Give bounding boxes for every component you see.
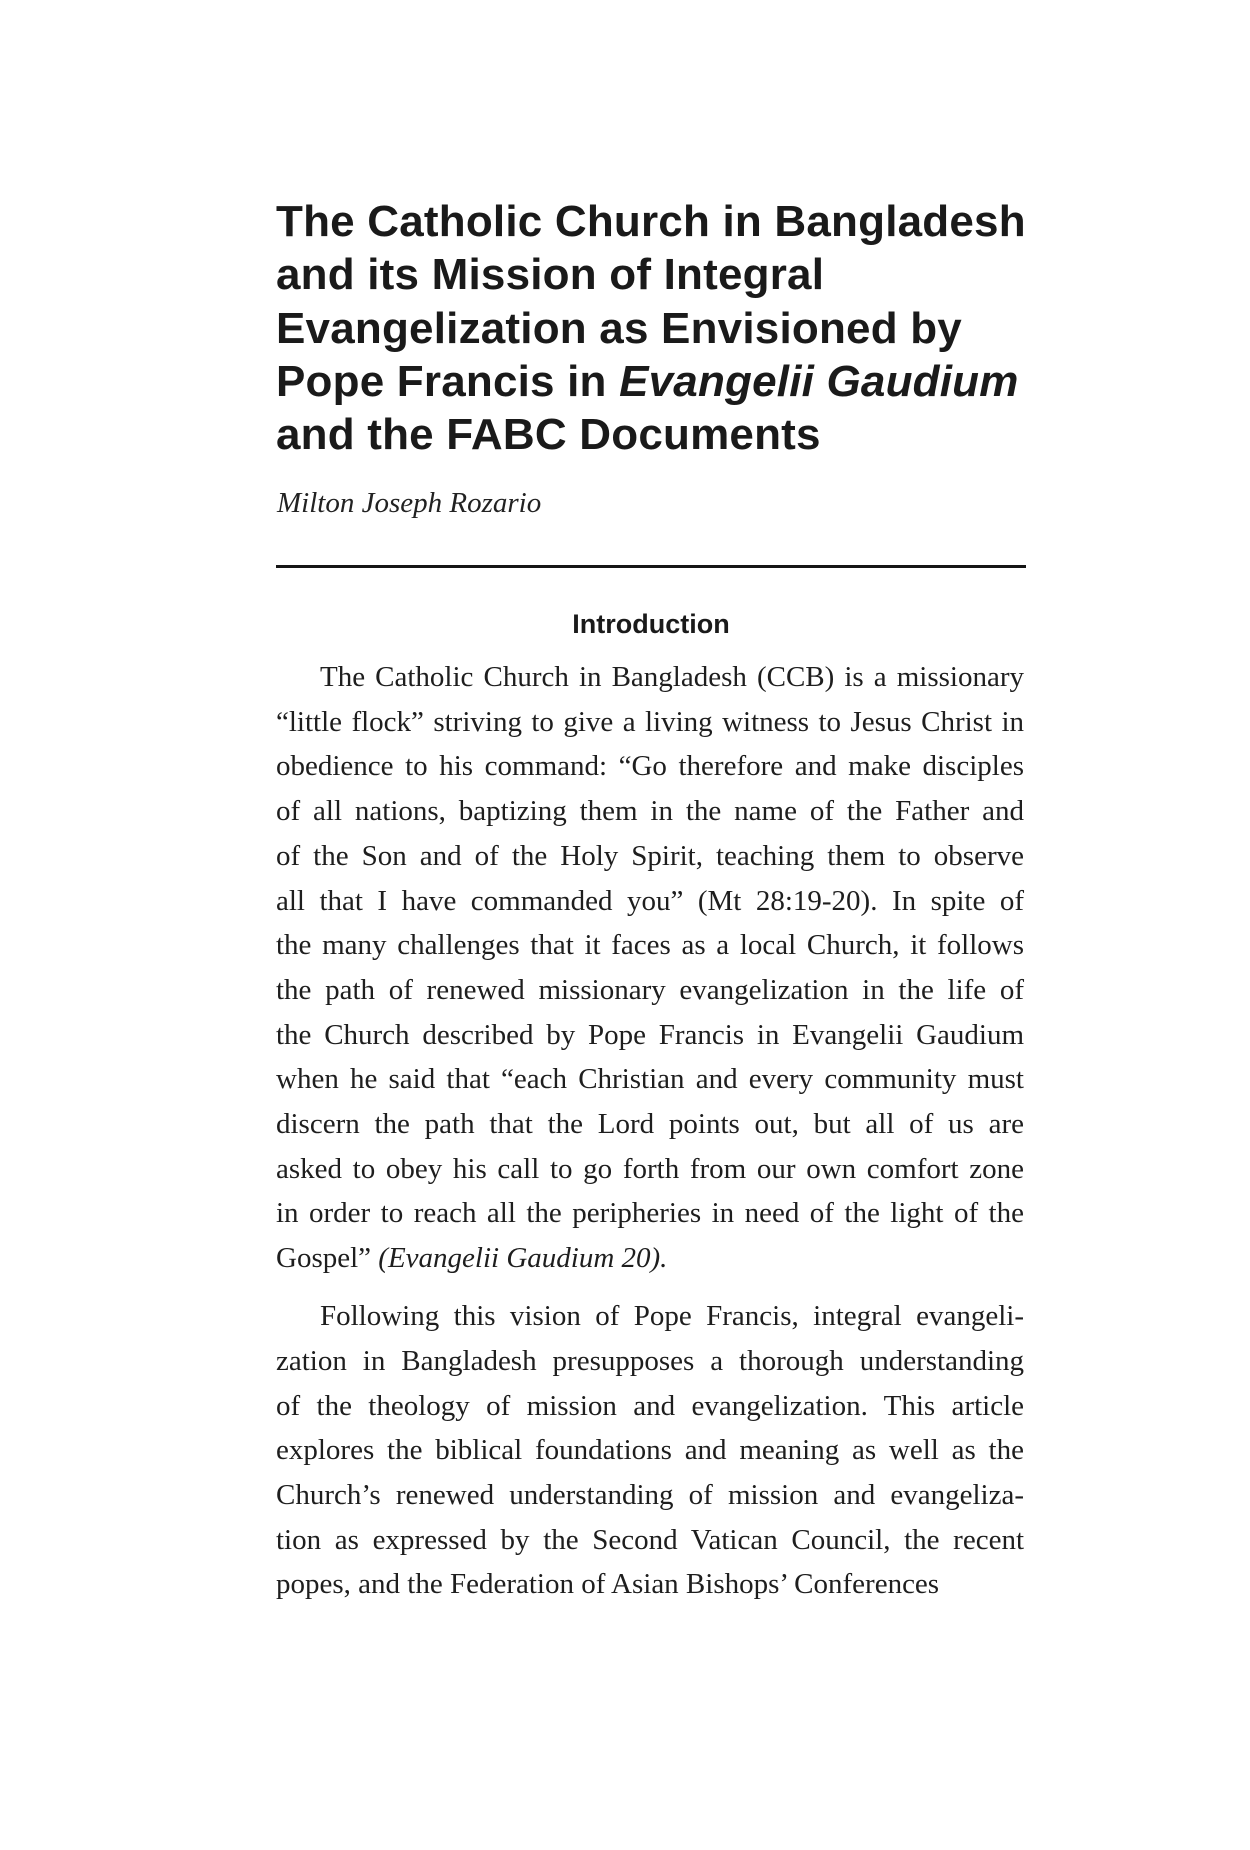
title-text: Evangelization as Envisioned by bbox=[276, 303, 962, 353]
body-text-line bbox=[276, 931, 1024, 971]
body-text: discern the path that the Lord points out, but all of us are bbox=[276, 1108, 1024, 1140]
author-name: Milton Joseph Rozario bbox=[277, 487, 542, 519]
body-text-line bbox=[276, 705, 1024, 748]
body-text-line bbox=[276, 973, 1024, 1016]
body-text-line bbox=[276, 884, 1024, 927]
body-text-line bbox=[276, 1244, 1024, 1284]
section-heading: Introduction bbox=[572, 609, 730, 639]
citation-text: (Evangelii Gaudium 20). bbox=[378, 1242, 668, 1275]
body-text: when he said that “each Christian and every community must bbox=[276, 1063, 1024, 1096]
body-text: the many challenges that it faces as a local Church, it follows bbox=[276, 929, 1024, 962]
body-text: The Catholic Church in Bangladesh (CCB) is a missionary bbox=[320, 661, 1024, 693]
body-text: popes, and the Federation of Asian Bishops’ Conferences bbox=[276, 1568, 940, 1601]
body-text: the path of renewed missionary evangelization in the life of bbox=[276, 973, 1024, 1006]
body-text: zation in Bangladesh presupposes a thorough understanding bbox=[276, 1344, 1024, 1377]
body-text-line bbox=[276, 1018, 1024, 1061]
title-line bbox=[276, 303, 1036, 353]
body-text-line bbox=[276, 797, 1024, 837]
title-divider-rule bbox=[276, 565, 1026, 568]
body-text-line bbox=[276, 1570, 1024, 1610]
body-text-line bbox=[276, 1344, 1024, 1387]
body-text-line bbox=[276, 1199, 1024, 1239]
body-text: obedience to his command: “Go therefore and make disciples bbox=[276, 750, 1024, 783]
body-text-line bbox=[276, 1110, 1024, 1150]
title-line bbox=[276, 197, 1036, 246]
body-text: the Church described by Pope Francis in Evangelii Gaudium bbox=[276, 1018, 1024, 1051]
title-text: and its Mission of Integral bbox=[276, 250, 825, 300]
body-text: Following this vision of Pope Francis, integral evangeli- bbox=[320, 1300, 1024, 1333]
body-text-line bbox=[320, 663, 1024, 703]
body-text-line bbox=[276, 1389, 1024, 1432]
title-text: and the FABC Documents bbox=[276, 410, 821, 460]
body-text-line bbox=[276, 1478, 1024, 1521]
body-text-line bbox=[276, 1065, 1024, 1105]
title-line bbox=[276, 356, 1036, 406]
body-text: Church’s renewed understanding of mission and evangeliza- bbox=[276, 1478, 1024, 1511]
body-text: of the theology of mission and evangelization. This article bbox=[276, 1389, 1024, 1422]
body-text: “little flock” striving to give a living witness to Jesus Christ in bbox=[276, 705, 1024, 738]
title-line bbox=[276, 410, 1036, 460]
body-text: in order to reach all the peripheries in need of the light of the bbox=[276, 1197, 1024, 1230]
body-text-line bbox=[276, 1152, 1024, 1195]
body-text: of all nations, baptizing them in the name of the Father and bbox=[276, 795, 1024, 828]
body-text: all that I have commanded you” (Mt 28:19-20). In spite of bbox=[276, 884, 1024, 917]
body-text: tion as expressed by the Second Vatican Council, the recent bbox=[276, 1523, 1024, 1556]
body-text: explores the biblical foundations and meaning as well as the bbox=[276, 1434, 1024, 1467]
body-text-line bbox=[276, 752, 1024, 792]
body-text-line bbox=[320, 1302, 1024, 1342]
body-text: Gospel” bbox=[276, 1242, 379, 1275]
title-italic-text: Evangelii Gaudium bbox=[619, 356, 1019, 406]
body-text-line bbox=[276, 839, 1024, 882]
body-text: asked to obey his call to go forth from our own comfort zone bbox=[276, 1152, 1024, 1185]
title-line bbox=[276, 250, 1036, 300]
body-text: of the Son and of the Holy Spirit, teaching them to observe bbox=[276, 839, 1024, 872]
title-text: The Catholic Church in Bangladesh bbox=[276, 197, 1026, 246]
title-text: Pope Francis in bbox=[276, 356, 620, 406]
body-text-line bbox=[276, 1523, 1024, 1566]
body-text-line bbox=[276, 1436, 1024, 1476]
